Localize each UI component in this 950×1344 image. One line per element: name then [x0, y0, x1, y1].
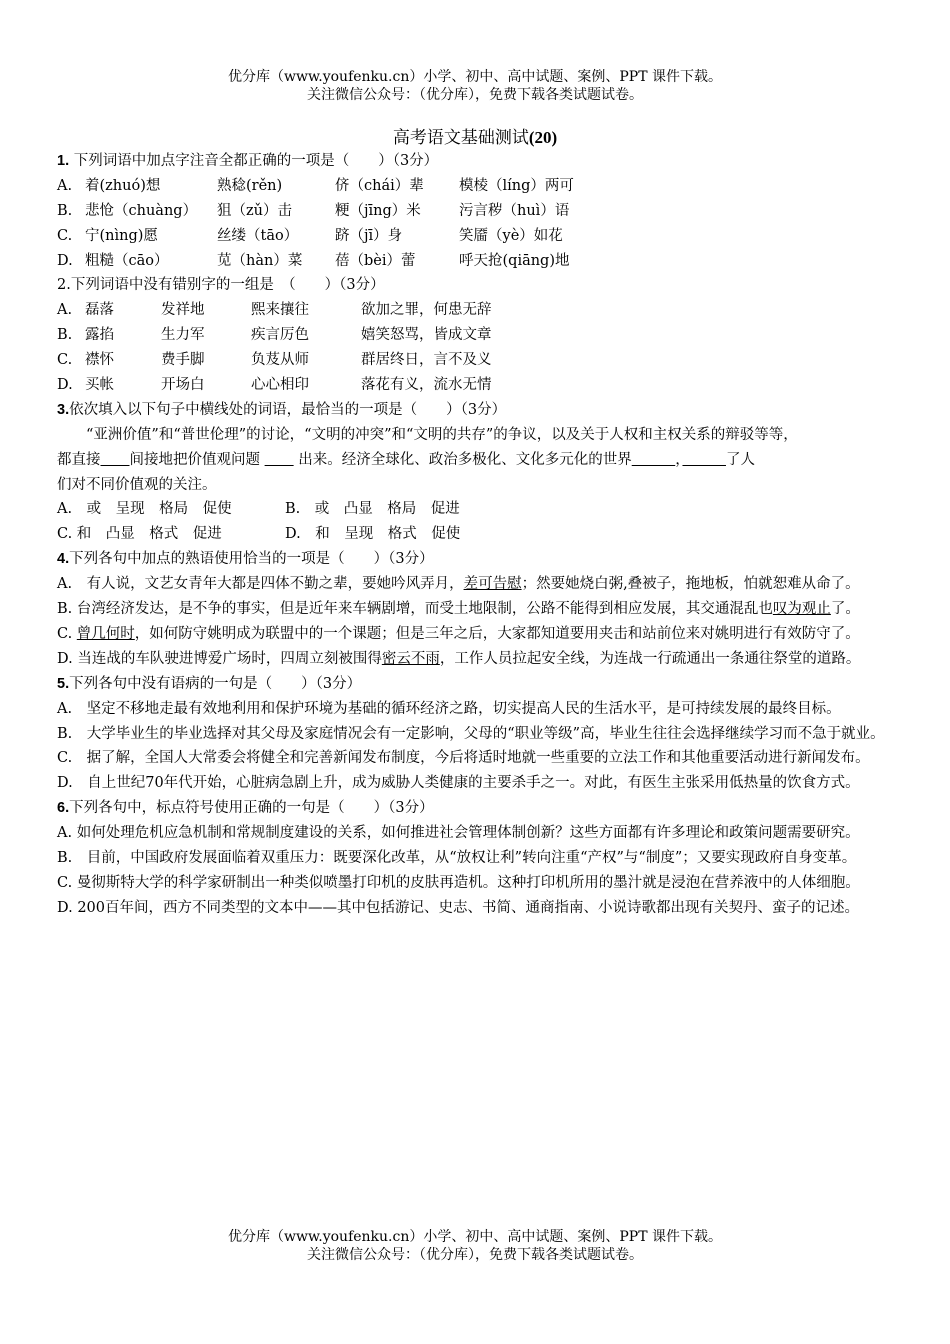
- option-item: 笑靥（yè）如花: [459, 227, 563, 244]
- option-item: 污言秽（huì）语: [459, 202, 570, 219]
- question-5-option-d: D. 自上世纪70年代开始，心脏病急剧上升，成为威胁人类健康的主要杀手之一。对此，有医生主张采用低热量的饮食方式。: [57, 775, 860, 792]
- passage-text: 了人: [725, 451, 755, 468]
- question-3-stem: [57, 398, 892, 423]
- question-2-option-d: [57, 373, 892, 398]
- question-number: 6.: [57, 800, 70, 817]
- option-a: A. 或 呈现 格局 促使: [57, 501, 232, 518]
- question-text: 下列各句中，标点符号使用正确的一句是（ ）（3分）: [69, 800, 434, 817]
- option-item: 粳（jīng）米: [335, 202, 421, 219]
- question-text: 下列各句中没有语病的一句是（ ）（3分）: [69, 675, 362, 692]
- question-4-option-a: [57, 572, 892, 597]
- option-label: B.: [57, 327, 73, 344]
- question-5-option-a: A. 坚定不移地走最有效地利用和保护环境为基础的循环经济之路，切实提高人民的生活水平，是可持续发展的最终目标。: [57, 700, 841, 717]
- option-item: 襟怀: [85, 352, 114, 369]
- question-4-option-b: [57, 597, 892, 622]
- question-3-passage-line-2: [57, 448, 892, 473]
- question-4-option-d: [57, 647, 892, 672]
- option-item: 群居终日，言不及义: [361, 352, 492, 369]
- option-text: A. 有人说，文艺女青年大都是四体不勤之辈，要她吟风弄月，: [57, 576, 464, 593]
- idiom: 曾几何时: [76, 625, 135, 642]
- passage-text: 都直接: [57, 451, 101, 468]
- option-item: 着(zhuó)想: [85, 177, 161, 194]
- question-4-stem: [57, 547, 892, 572]
- page-footer: [0, 1228, 950, 1264]
- option-item: 呼天抢(qiāng)地: [459, 252, 570, 269]
- page-header: [0, 68, 950, 104]
- question-5-stem: [57, 672, 892, 697]
- option-item: 发祥地: [161, 302, 205, 319]
- question-6-option-a: A. 如何处理危机应急机制和常规制度建设的关系，如何推进社会管理体制创新？这些方面都有许多理论和政策问题需要研究。: [57, 825, 860, 842]
- passage-text: “亚洲价值”和“普世伦理”的讨论，“文明的冲突”和“文明的共存”的争议，以及关于人权和主权关系的辩驳等等，: [86, 426, 798, 443]
- exam-content: [57, 149, 892, 921]
- question-number: 4.: [57, 551, 70, 568]
- question-3-passage-line-1: [57, 423, 892, 448]
- question-text: 下列各句中加点的熟语使用恰当的一项是（ ）（3分）: [69, 551, 434, 568]
- option-text: ；然要她烧白粥,叠被子，拖地板，怕就恕难从命了。: [521, 576, 860, 593]
- option-item: 疾言厉色: [251, 327, 309, 344]
- passage-text: 们对不同价值观的关注。: [57, 476, 217, 493]
- header-line-1: 优分库（www.youfenku.cn）小学、初中、高中试题、案例、PPT 课件下载。: [227, 69, 722, 85]
- question-1-stem: [57, 149, 892, 174]
- page-title: [0, 128, 950, 148]
- option-item: 苋（hàn）菜: [217, 252, 303, 269]
- option-text: D. 当连战的车队驶进博爱广场时，四周立刻被围得: [57, 650, 382, 667]
- blank-2: [265, 452, 294, 468]
- blank-3: [632, 452, 676, 468]
- option-item: 心心相印: [251, 377, 309, 394]
- idiom: 叹为观止: [772, 601, 831, 618]
- question-3-passage-line-3: [57, 473, 892, 498]
- question-2-option-a: [57, 298, 892, 323]
- question-6-stem: [57, 796, 892, 821]
- option-label: C.: [57, 352, 73, 369]
- option-label: D.: [57, 252, 73, 269]
- option-text: 了。: [830, 601, 860, 618]
- option-text: ，如何防守姚明成为联盟中的一个课题；但是三年之后，大家都知道要用夹击和站前位来对姚明进行有效防守了。: [134, 625, 860, 642]
- question-4-option-c: [57, 622, 892, 647]
- question-5-option-b: B. 大学毕业生的毕业选择对其父母及家庭情况会有一定影响，父母的“职业等级”高，毕业生往往会选择继续学习而不急于就业。: [57, 725, 885, 742]
- question-3-options-cd: [57, 522, 892, 547]
- option-item: 粗糙（cāo）: [85, 252, 169, 269]
- idiom: 密云不雨: [381, 650, 440, 667]
- option-label: B.: [57, 202, 73, 219]
- question-text: 下列词语中加点字注音全都正确的一项是（ ）（3分）: [73, 153, 439, 169]
- title-text: 高考语文基础测试: [392, 128, 529, 148]
- option-item: 欲加之罪，何患无辞: [361, 302, 492, 319]
- option-label: D.: [57, 377, 73, 394]
- option-label: A.: [57, 177, 73, 194]
- question-1-option-c: [57, 224, 892, 249]
- option-item: 买帐: [85, 377, 114, 394]
- footer-line-1: 优分库（www.youfenku.cn）小学、初中、高中试题、案例、PPT 课件下载。: [227, 1229, 722, 1245]
- passage-text: 间接地把价值观问题: [129, 451, 260, 468]
- option-b: B. 或 凸显 格局 促进: [285, 501, 460, 518]
- question-2-option-c: [57, 348, 892, 373]
- option-item: 丝缕（tāo）: [217, 227, 299, 244]
- option-item: 落花有义，流水无情: [361, 377, 492, 394]
- option-item: 熟稔(rěn): [217, 177, 283, 194]
- option-text: C.: [57, 625, 73, 642]
- option-c: C. 和 凸显 格式 促进: [57, 526, 222, 543]
- option-item: 开场白: [161, 377, 205, 394]
- blank-4: [682, 452, 726, 468]
- question-2-option-b: [57, 323, 892, 348]
- question-1-option-a: [57, 174, 892, 199]
- question-number: 2.: [57, 277, 71, 294]
- option-item: 嬉笑怒骂，皆成文章: [361, 327, 492, 344]
- question-1-option-d: [57, 249, 892, 274]
- question-1-option-b: [57, 199, 892, 224]
- question-number: 1.: [57, 153, 70, 169]
- option-item: 侪（chái）辈: [335, 177, 424, 194]
- option-item: 露掐: [85, 327, 114, 344]
- question-text: 依次填入以下句子中横线处的词语，最恰当的一项是（ ）（3分）: [69, 401, 507, 418]
- option-text: ，工作人员拉起安全线，为连战一行疏通出一条通往祭堂的道路。: [439, 650, 861, 667]
- question-3-options-ab: [57, 497, 892, 522]
- option-item: 负芨从师: [251, 352, 309, 369]
- option-item: 生力军: [161, 327, 205, 344]
- option-item: 宁(nìng)愿: [85, 227, 158, 244]
- question-6-option-d: D. 200百年间，西方不同类型的文本中——其中包括游记、史志、书简、通商指南、小说诗歌都出现有关契丹、蛮子的记述。: [57, 899, 859, 916]
- passage-text: ，: [675, 451, 683, 468]
- question-5-option-c: C. 据了解，全国人大常委会将健全和完善新闻发布制度，今后将适时地就一些重要的立法工作和其他重要活动进行新闻发布。: [57, 750, 870, 767]
- option-item: 狙（zǔ）击: [217, 202, 292, 219]
- question-text: 下列词语中没有错别字的一组是 （ ）（3分）: [70, 277, 385, 294]
- idiom: 差可告慰: [463, 576, 522, 593]
- option-item: 费手脚: [161, 352, 205, 369]
- question-6-option-c: C. 曼彻斯特大学的科学家研制出一种类似喷墨打印机的皮肤再造机。这种打印机所用的墨汁就是浸泡在营养液中的人体细胞。: [57, 874, 860, 891]
- footer-line-2: 关注微信公众号：（优分库），免费下载各类试题试卷。: [307, 1247, 643, 1263]
- question-6-option-b: B. 目前，中国政府发展面临着双重压力：既要深化改革，从“放权让利”转向注重“产权”与“制度”；又要实现政府自身变革。: [57, 850, 857, 867]
- option-item: 模棱（líng）两可: [459, 177, 574, 194]
- question-number: 3.: [57, 401, 70, 418]
- question-number: 5.: [57, 675, 70, 692]
- option-label: A.: [57, 302, 73, 319]
- option-d: D. 和 呈现 格式 促使: [285, 526, 461, 543]
- title-number: (20): [528, 128, 558, 147]
- blank-1: [101, 452, 130, 468]
- option-label: C.: [57, 227, 73, 244]
- header-line-2: 关注微信公众号：（优分库），免费下载各类试题试卷。: [307, 87, 643, 103]
- option-item: 磊落: [85, 302, 114, 319]
- option-item: 悲怆（chuàng）: [85, 202, 198, 219]
- option-text: B. 台湾经济发达，是不争的事实，但是近年来车辆剧增，而受土地限制，公路不能得到相应发展，其交通混乱也: [57, 601, 773, 618]
- option-item: 熙来攘往: [251, 302, 309, 319]
- question-2-stem: [57, 273, 892, 298]
- option-item: 跻（jī）身: [335, 227, 403, 244]
- passage-text: 出来。经济全球化、政治多极化、文化多元化的世界: [298, 451, 632, 468]
- option-item: 蓓（bèi）蕾: [335, 252, 416, 269]
